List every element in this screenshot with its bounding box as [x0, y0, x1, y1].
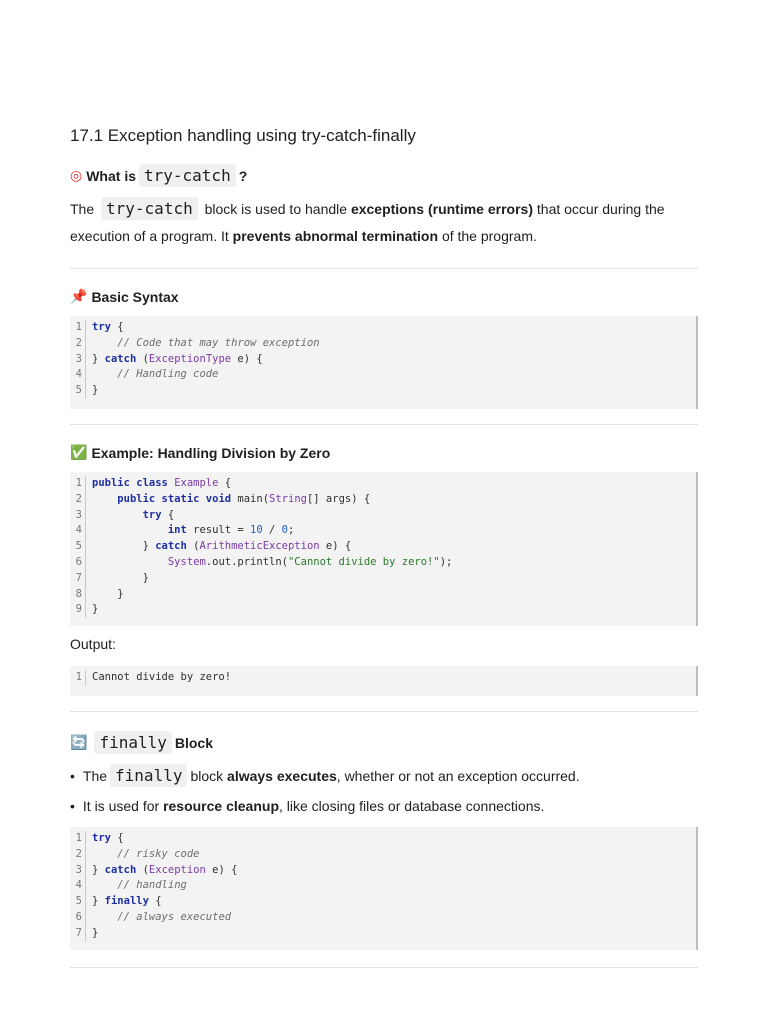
- code-block-example: 1 public class Example { 2 public static void main(String[] args) { 3 try { 4 int result = 10 / 0; 5 } catch (ArithmeticException e) { 6 System.out.println("Cannot divide by zero!"); 7 } 8 } 9 }: [70, 472, 698, 626]
- output-label: Output:: [70, 636, 116, 652]
- code-block-finally: 1 try { 2 // risky code 3 } catch (Exception e) { 4 // handling 5 } finally { 6 // always executed 7 }: [70, 827, 698, 950]
- section-heading-example: ✅ Example: Handling Division by Zero: [70, 445, 331, 461]
- list-item: • The finally block always executes , whether or not an exception occurred.: [70, 766, 580, 785]
- section-heading-finally: 🔄 finally Block: [70, 733, 213, 752]
- inline-code: try-catch: [139, 164, 236, 187]
- heading-text: What is: [86, 167, 136, 184]
- target-icon: ◎: [70, 167, 83, 184]
- arrows-cycle-icon: 🔄: [70, 734, 88, 751]
- check-mark-icon: ✅: [70, 445, 88, 461]
- inline-code: finally: [94, 731, 171, 754]
- inline-code: finally: [110, 764, 187, 787]
- section-heading-basic-syntax: 📌 Basic Syntax: [70, 289, 179, 305]
- heading-text: ?: [238, 167, 248, 184]
- pushpin-icon: 📌: [70, 289, 88, 305]
- page-title: 17.1 Exception handling using try-catch-finally: [70, 126, 416, 145]
- divider: [70, 711, 698, 712]
- section-heading-what-is: [70, 164, 247, 187]
- code-block-output: 1 Cannot divide by zero!: [70, 666, 698, 696]
- inline-code: try-catch: [101, 197, 198, 220]
- list-item: • It is used for resource cleanup , like closing files or database connections.: [70, 798, 545, 814]
- divider: [70, 967, 698, 968]
- divider: [70, 268, 698, 269]
- divider: [70, 424, 698, 425]
- code-block-syntax: 1 try { 2 // Code that may throw exception 3 } catch (ExceptionType e) { 4 // Handling code 5 }: [70, 316, 698, 409]
- intro-paragraph: The try-catch block is used to handle exceptions (runtime errors) that occur during the execution of a program. It prevents abnormal termination of the program.: [70, 199, 665, 244]
